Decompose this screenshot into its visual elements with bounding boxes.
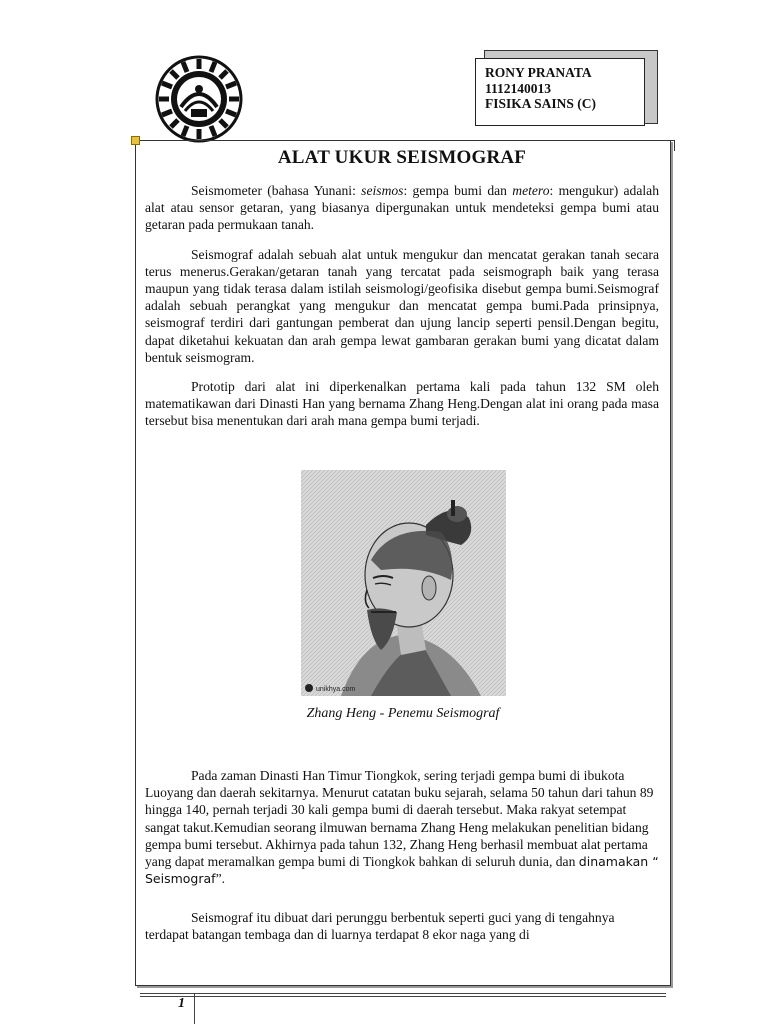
author-id-box bbox=[475, 58, 645, 126]
frame-corner bbox=[664, 140, 675, 151]
zhang-heng-portrait bbox=[301, 470, 506, 696]
author-name: RONY PRANATA bbox=[485, 65, 592, 80]
document-body bbox=[145, 146, 659, 442]
document-title: ALAT UKUR SEISMOGRAF bbox=[277, 147, 527, 168]
paragraph-seismometer: Seismometer (bahasa Yunani: seismos: gempa bumi dan metero: mengukur) adalah alat atau sensor getaran, yang biasanya dipergunakan untuk mendeteksi gempa bumi atau getaran pada permukaan tanah. bbox=[145, 183, 659, 233]
paragraph-dinasti-han: Pada zaman Dinasti Han Timur Tiongkok, sering terjadi gempa bumi di ibukota Luoyang dan daerah sekitarnya. Menurut catatan buku sejarah, selama 50 tahun dari tahun 89 hingga 140, pernah terjadi 30 kali gempa bumi di daerah tersebut. Maka rakyat setempat sangat takut.Kemudian seorang ilmuwan bernama Zhang Heng melakukan penelitian bidang gempa bumi tersebut. Akhirnya pada tahun 132, Zhang Heng berhasil membuat alat pertama yang dapat meramalkan gempa bumi di Tiongkok bahkan di seluruh dunia, dan dinamakan “ Seismograf”. bbox=[145, 768, 659, 887]
paragraph-prototip: Prototip dari alat ini diperkenalkan pertama kali pada tahun 132 SM oleh matematikawan dari Dinasti Han yang bernama Zhang Heng.Dengan alat ini orang pada masa tersebut bisa menentukan dari arah mana gempa bumi terjadi. bbox=[145, 379, 659, 429]
university-logo bbox=[155, 55, 243, 143]
portrait-watermark: unikhya.com bbox=[316, 686, 356, 693]
footer-divider bbox=[194, 994, 195, 1024]
figure-caption: Zhang Heng - Penemu Seismograf bbox=[306, 706, 500, 721]
paragraph-seismograf: Seismograf adalah sebuah alat untuk mengukur dan mencatat gerakan tanah secara terus menerus.Gerakan/getaran tanah yang tercatat pada seismograph baik yang terasa maupun yang tidak terasa dalam istilah seismologi/geofisika disebut gempa bumi.Seismograf adalah sebuah perangkat yang mengukur dan mencatat gempa bumi.Pada prinsipnya, seismograf terdiri dari gantungan pemberat dan ujung lancip seperti pensil.Dengan begitu, dapat diketahui kekuatan dan arah gempa lewat gambaran gerakan bumi yang dicatat dalam bentuk seismogram. bbox=[145, 246, 659, 365]
paragraph-perunggu: Seismograf itu dibuat dari perunggu berbentuk seperti guci yang di tengahnya terdapat batangan tembaga dan di luarnya terdapat 8 ekor naga yang di bbox=[145, 910, 615, 943]
footer-rule bbox=[140, 993, 666, 997]
anchor-marker bbox=[131, 136, 140, 145]
author-nim: 1112140013 bbox=[485, 80, 552, 96]
author-program: FISIKA SAINS (C) bbox=[485, 96, 597, 111]
page-number: 1 bbox=[178, 996, 185, 1011]
